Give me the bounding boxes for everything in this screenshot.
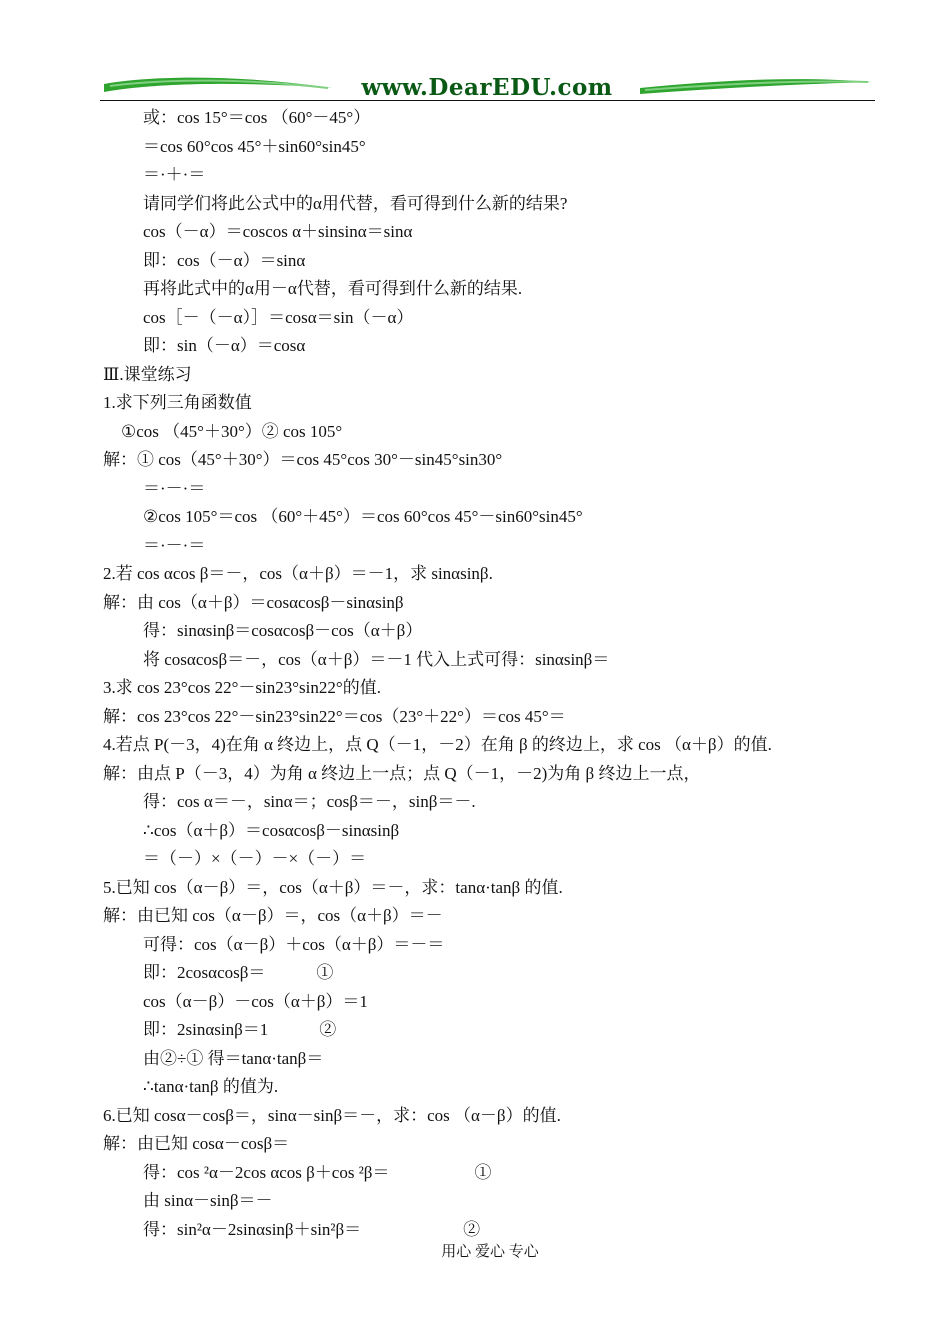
text-line: 或：cos 15°＝cos （60°－45°） — [143, 108, 371, 127]
text-line: cos（－α）＝coscos α＋sinsinα＝sinα — [143, 222, 413, 241]
text-line: 得：sinαsinβ＝cosαcosβ－cos（α＋β） — [143, 621, 423, 640]
solution-line: 解：由 cos（α＋β）＝cosαcosβ－sinαsinβ — [103, 593, 404, 612]
header-divider — [100, 100, 875, 101]
question-line: 2.若 cos αcos β＝－，cos（α＋β）＝－1，求 sinαsinβ. — [103, 564, 493, 583]
text-line: 得：cos α＝－，sinα＝；cosβ＝－，sinβ＝－. — [143, 792, 476, 811]
question-line: 1.求下列三角函数值 — [103, 393, 252, 412]
text-line: 得：sin²α－2sinαsinβ＋sin²β＝ ② — [143, 1220, 481, 1239]
question-line: 4.若点 P(－3，4)在角 α 终边上，点 Q（－1，－2）在角 β 的终边上，求 cos （α＋β）的值. — [103, 735, 772, 754]
text-line: ∴cos（α＋β）＝cosαcosβ－sinαsinβ — [143, 821, 400, 840]
text-line: 可得：cos（α－β）＋cos（α＋β）＝－＝ — [143, 935, 445, 954]
section-heading: Ⅲ.课堂练习 — [103, 365, 192, 384]
solution-line: 解：cos 23°cos 22°－sin23°sin22°＝cos（23°＋22°）＝cos 45°＝ — [103, 707, 566, 726]
text-line: 由 sinα－sinβ＝－ — [143, 1191, 273, 1210]
text-line: ＝cos 60°cos 45°＋sin60°sin45° — [143, 137, 366, 156]
text-line: ＝（－）×（－）－×（－）＝ — [143, 849, 367, 868]
text-line: ＝·－·＝ — [143, 479, 206, 498]
text-line: cos［－（－α）］＝cosα＝sin（－α） — [143, 308, 414, 327]
text-line: 即：2sinαsinβ＝1 ② — [143, 1020, 337, 1039]
question-line: 6.已知 cosα－cosβ＝，sinα－sinβ＝－，求：cos （α－β）的值. — [103, 1106, 561, 1125]
solution-line: 解：① cos（45°＋30°）＝cos 45°cos 30°－sin45°sin30° — [103, 450, 503, 469]
text-line: 得：cos ²α－2cos αcos β＋cos ²β＝ ① — [143, 1163, 492, 1182]
text-line: ①cos （45°＋30°）② cos 105° — [121, 422, 343, 441]
text-line: 即：sin（－α）＝cosα — [143, 336, 306, 355]
text-line: 将 cosαcosβ＝－，cos（α＋β）＝－1 代入上式可得：sinαsinβ＝ — [143, 650, 610, 669]
text-line: 即：cos（－α）＝sinα — [143, 251, 306, 270]
text-line: cos（α－β）－cos（α＋β）＝1 — [143, 992, 368, 1011]
text-line: 即：2cosαcosβ＝ ① — [143, 963, 334, 982]
page-footer: 用心 爱心 专心 — [441, 1244, 539, 1260]
text-line: ∴tanα·tanβ 的值为. — [143, 1077, 279, 1096]
site-logo-text: www.DearEDU.com — [361, 74, 613, 101]
solution-line: 解：由已知 cosα－cosβ＝ — [103, 1134, 290, 1153]
solution-line: 解：由点 P（－3，4）为角 α 终边上一点；点 Q（－1，－2)为角 β 终边上一点， — [103, 764, 701, 783]
text-line: ＝·＋·＝ — [143, 165, 206, 184]
text-line: 再将此式中的α用－α代替，看可得到什么新的结果. — [143, 279, 523, 298]
text-line: 请同学们将此公式中的α用代替，看可得到什么新的结果? — [143, 194, 568, 213]
text-line: 由②÷① 得＝tanα·tanβ＝ — [143, 1049, 324, 1068]
text-line: ②cos 105°＝cos （60°＋45°）＝cos 60°cos 45°－sin60°sin45° — [143, 507, 583, 526]
question-line: 5.已知 cos（α－β）＝，cos（α＋β）＝－，求：tanα·tanβ 的值. — [103, 878, 563, 897]
question-line: 3.求 cos 23°cos 22°－sin23°sin22°的值. — [103, 678, 381, 697]
page-header — [100, 70, 875, 104]
text-line: ＝·－·＝ — [143, 536, 206, 555]
solution-line: 解：由已知 cos（α－β）＝，cos（α＋β）＝－ — [103, 906, 443, 925]
